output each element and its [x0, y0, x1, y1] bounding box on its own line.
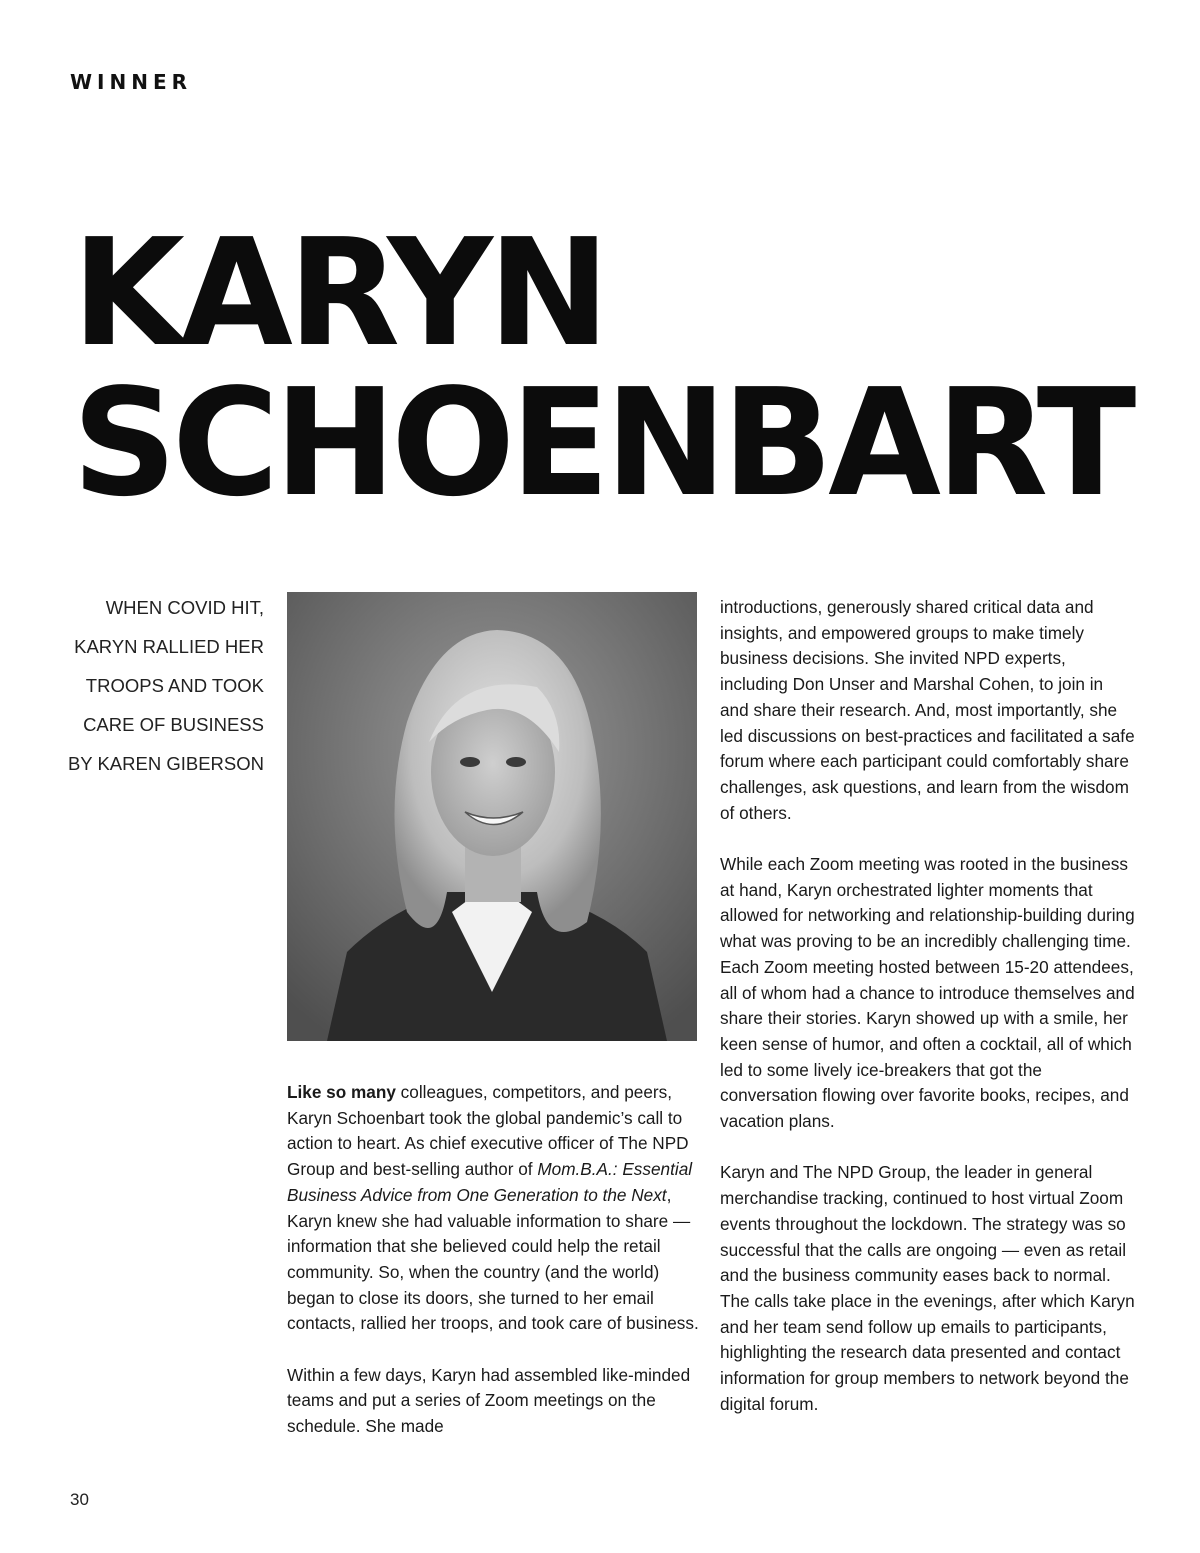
article-column-left: [287, 1080, 699, 1466]
deck-line: CARE OF BUSINESS: [83, 714, 264, 735]
deck-line: WHEN COVID HIT,: [105, 597, 264, 618]
article-paragraph: [287, 1080, 699, 1337]
article-paragraph: introductions, generously shared critical data and insights, and empowered groups to make timely business decisions. She invited NPD experts, including Don Unser and Marshal Cohen, to join in and share their research. And, most importantly, she led discussions on best-practices and facilitated a safe forum where each participant could comfortably share challenges, ask questions, and learn from the wisdom of others.: [720, 597, 1135, 823]
article-column-right: [720, 595, 1135, 1443]
portrait-photo: [287, 592, 697, 1041]
byline: BY KAREN GIBERSON: [67, 753, 264, 774]
deck-line: TROOPS AND TOOK: [85, 675, 264, 696]
headline-first-name: KARYN: [72, 207, 606, 379]
page-number: 30: [70, 1490, 89, 1509]
headline-last-name: SCHOENBART: [72, 357, 1132, 529]
portrait-photo-icon: [287, 592, 697, 1041]
paragraph-text: colleagues, competitors, and peers, Karyn Schoenbart took the global pandemic’s call to action to heart. As chief executive officer of The NPD Group and best-selling author of: [287, 1082, 689, 1180]
article-paragraph: Within a few days, Karyn had assembled like-minded teams and put a series of Zoom meetings on the schedule. She made: [287, 1364, 691, 1437]
deck-line: KARYN RALLIED HER: [74, 636, 264, 657]
article-paragraph: While each Zoom meeting was rooted in the business at hand, Karyn orchestrated lighter moments that allowed for networking and relationship-building during what was proving to be an incredibly challenging time. Each Zoom meeting hosted between 15-20 attendees, all of whom had a chance to introduce themselves and share their stories. Karyn showed up with a smile, her keen sense of humor, and often a cocktail, all of which led to some lively ice-breakers that got the conversation flowing over favorite books, recipes, and vacation plans.: [720, 854, 1135, 1132]
book-title: Mom.B.A.: Essential Business Advice from One Generation to the Next: [287, 1159, 693, 1205]
headline: [72, 207, 1156, 529]
article-paragraph: Karyn and The NPD Group, the leader in general merchandise tracking, continued to host virtual Zoom events throughout the lockdown. The strategy was so successful that the calls are ongoing — even as retail and the business community eases back to normal. The calls take place in the evenings, after which Karyn and her team send follow up emails to participants, highlighting the research data presented and contact information for group members to network beyond the digital forum.: [720, 1162, 1135, 1414]
section-label: WINNER: [70, 70, 193, 94]
paragraph-text: , Karyn knew she had valuable information to share — information that she believed could help the retail community. So, when the country (and the world) began to close its doors, she turned to her email contacts, rallied her troops, and took care of business.: [287, 1184, 699, 1334]
deck: [40, 588, 264, 783]
lead-in: Like so many: [287, 1082, 396, 1102]
